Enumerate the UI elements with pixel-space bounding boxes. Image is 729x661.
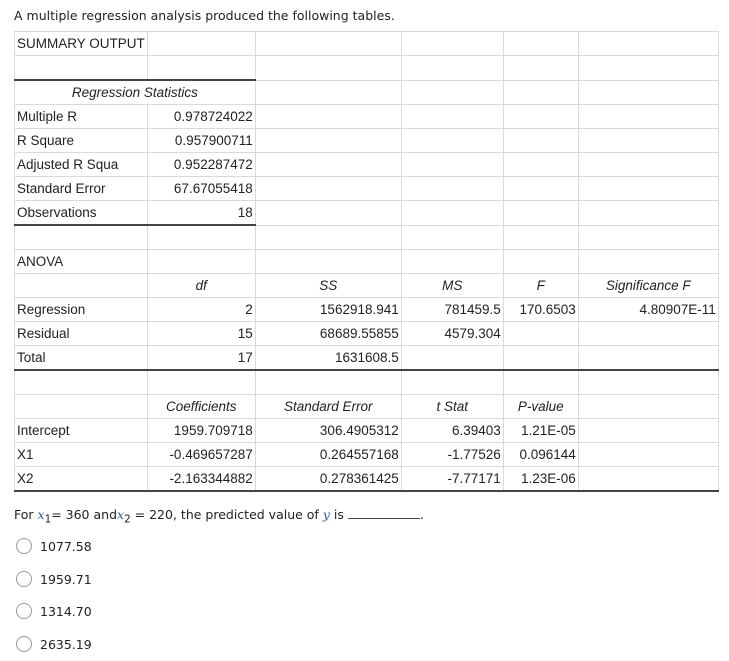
stat-value: 18 [147, 201, 255, 226]
stat-value: 0.952287472 [147, 153, 255, 177]
regression-statistics-header: Regression Statistics [15, 80, 256, 105]
radio-button[interactable] [16, 538, 32, 554]
stat-label: R Square [15, 129, 148, 153]
variable-x2: x [117, 507, 125, 522]
stat-value: 0.957900711 [147, 129, 255, 153]
anova-title: ANOVA [15, 250, 148, 274]
coef-value: -2.163344882 [147, 467, 255, 492]
variable-y: y [322, 507, 330, 522]
stat-label: Multiple R [15, 105, 148, 129]
coef-std-error: 0.278361425 [255, 467, 401, 492]
stat-label: Adjusted R Squa [15, 153, 148, 177]
option-label: 1314.70 [40, 603, 92, 619]
coef-t-stat: -1.77526 [401, 443, 503, 467]
anova-ms: 4579.304 [401, 322, 503, 346]
radio-button[interactable] [16, 603, 32, 619]
answer-option-3[interactable] [16, 603, 92, 619]
anova-df: 15 [147, 322, 255, 346]
coef-std-error: 306.4905312 [255, 419, 401, 443]
radio-button[interactable] [16, 571, 32, 587]
coef-header-standard-error: Standard Error [255, 395, 401, 419]
radio-button[interactable] [16, 636, 32, 652]
stat-value: 67.67055418 [147, 177, 255, 201]
coef-row-label: Intercept [15, 419, 148, 443]
coef-header-coefficients: Coefficients [147, 395, 255, 419]
coef-p-value: 1.21E-05 [503, 419, 578, 443]
answer-blank [348, 507, 420, 519]
coef-value: -0.469657287 [147, 443, 255, 467]
anova-df: 17 [147, 346, 255, 371]
anova-df: 2 [147, 298, 255, 322]
anova-header-f: F [503, 274, 578, 298]
answer-option-1[interactable] [16, 538, 92, 554]
option-label: 1077.58 [40, 538, 92, 554]
coef-row-label: X1 [15, 443, 148, 467]
coef-header-t-stat: t Stat [401, 395, 503, 419]
anova-f: 170.6503 [503, 298, 578, 322]
option-label: 1959.71 [40, 571, 92, 587]
answer-option-2[interactable] [16, 571, 92, 587]
question-intro: A multiple regression analysis produced the following tables. [14, 8, 395, 23]
anova-row-label: Residual [15, 322, 148, 346]
coef-std-error: 0.264557168 [255, 443, 401, 467]
anova-ss: 1562918.941 [255, 298, 401, 322]
coef-row-label: X2 [15, 467, 148, 492]
variable-x1: x [37, 507, 45, 522]
coef-header-p-value: P-value [503, 395, 578, 419]
anova-ss: 1631608.5 [255, 346, 401, 371]
coef-value: 1959.709718 [147, 419, 255, 443]
regression-output-table [14, 31, 719, 492]
anova-header-ss: SS [255, 274, 401, 298]
stat-label: Observations [15, 201, 148, 226]
anova-row-label: Total [15, 346, 148, 371]
stat-value: 0.978724022 [147, 105, 255, 129]
anova-header-ms: MS [401, 274, 503, 298]
anova-ms: 781459.5 [401, 298, 503, 322]
anova-significance: 4.80907E-11 [578, 298, 718, 322]
coef-p-value: 0.096144 [503, 443, 578, 467]
anova-ss: 68689.55855 [255, 322, 401, 346]
question-text: For $x_1= 360$ andx$_2$ = 220, the predicted value of y is . [14, 507, 424, 526]
stat-label: Standard Error [15, 177, 148, 201]
answer-option-4[interactable] [16, 636, 92, 652]
anova-row-label: Regression [15, 298, 148, 322]
anova-header-df: df [147, 274, 255, 298]
coef-t-stat: 6.39403 [401, 419, 503, 443]
anova-header-significance: Significance F [578, 274, 718, 298]
coef-t-stat: -7.77171 [401, 467, 503, 492]
summary-output-title: SUMMARY OUTPUT [15, 32, 148, 56]
coef-p-value: 1.23E-06 [503, 467, 578, 492]
option-label: 2635.19 [40, 636, 92, 652]
